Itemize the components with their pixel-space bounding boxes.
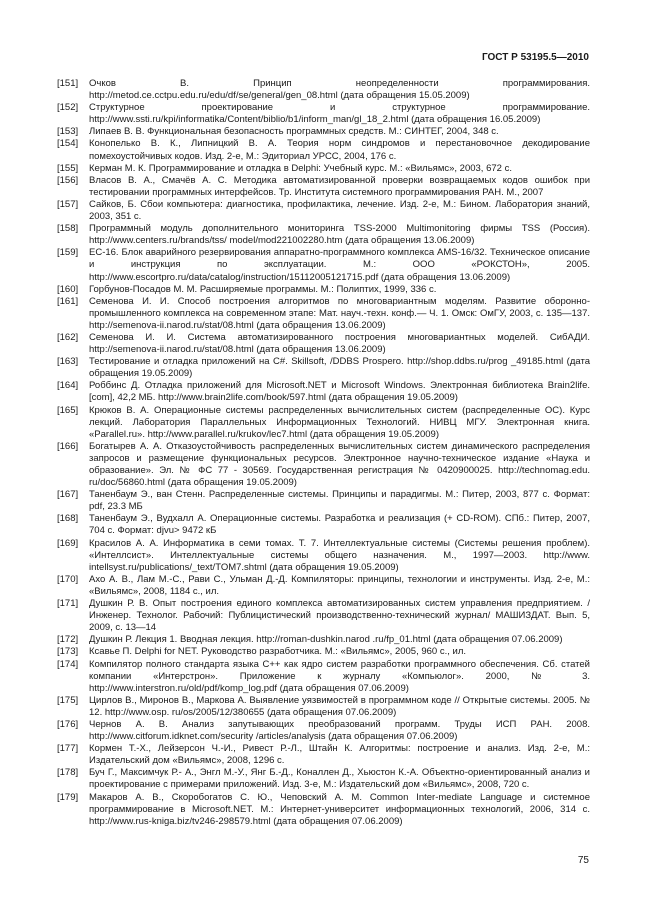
- reference-text: Душкин Р. В. Опыт построения единого комплекса автоматизированных систем управления предприятием. / Инженер. Технолог. Рабочий: Публицистический производственно-технический журнал/ МАШИЗДАТ. Вып. 5, 2009, с. 13—14: [89, 598, 590, 634]
- reference-number: [168]: [57, 513, 79, 525]
- reference-number: [164]: [57, 380, 79, 392]
- reference-text: Макаров А. В., Скоробогатов С. Ю., Чеповский А. М. Common Inter-mediate Language и системное программирование в Microsoft.NET. М.: Интернет-университет информационных технологий, 2006, 314 с. http://www.rus-kniga.biz/tv246-298579.html (дата обращения 07.06.2009): [89, 791, 590, 827]
- reference-number: [172]: [57, 634, 79, 646]
- reference-item: [57, 574, 590, 598]
- reference-number: [157]: [57, 198, 79, 210]
- reference-number: [169]: [57, 537, 79, 549]
- reference-item: [57, 634, 590, 646]
- reference-number: [165]: [57, 404, 79, 416]
- reference-number: [171]: [57, 598, 79, 610]
- reference-item: [57, 792, 590, 828]
- reference-text: Сайков, Б. Сбои компьютера: диагностика, профилактика, лечение. Изд. 2-е, М.: Бином. Лаборатория знаний, 2003, 351 с.: [89, 198, 590, 223]
- reference-item: [57, 223, 590, 247]
- reference-text: Программный модуль дополнительного мониторинга TSS-2000 Multimonitoring фирмы TSS (Россия). http://www.centers.ru/brands/tss/ model/mod221002280.htm (дата обращения 13.06.2009): [89, 223, 590, 247]
- reference-number: [178]: [57, 767, 79, 779]
- reference-text: Богатырев А. А. Отказоустойчивость распределенных вычислительных систем динамического распределения запросов и размещение функциональных ресурсов. Электронное научно-техническое издание «Наука и образование». Эл. № ФС 77 - 30569. Государственная регистрация № 0420900025. http://technomag.edu. ru/doc/56860.html (дата обращения 19.05.2009): [89, 440, 590, 489]
- reference-text: Таненбаум Э., ван Стенн. Распределенные системы. Принципы и парадигмы. М.: Питер, 2003, 877 с. Формат: pdf, 23.3 МБ: [89, 489, 590, 513]
- reference-text: Структурное проектирование и структурное программирование. http://www.ssti.ru/kpi/informatika/Content/biblio/b1/inform_man/gl_18_2.html (дата обращения 16.05.2009): [89, 102, 590, 126]
- reference-text: ЕС-16. Блок аварийного резервирования аппаратно-программного комплекса AMS-16/32. Техническое описание и инструкция по эксплуатации. М.: ООО «РОКСТОН», 2005. http://www.escortpro.ru/data/catalog/instruction/15112005121715.pdf (дата обращения 13.06.2009): [89, 247, 590, 283]
- reference-number: [160]: [57, 283, 79, 295]
- reference-item: [57, 646, 590, 658]
- reference-number: [156]: [57, 174, 79, 186]
- reference-text: Ахо А. В., Лам М.-С., Рави С., Ульман Д.-Д. Компиляторы: принципы, технологии и инструменты. Изд. 2-е, М.: «Вильямс», 2008, 1184 с., ил.: [89, 573, 590, 597]
- reference-item: [57, 489, 590, 513]
- reference-item: [57, 598, 590, 634]
- reference-text: Ксавье П. Delphi for NET. Руководство разработчика. М.: «Вильямс», 2005, 960 с., ил.: [89, 646, 467, 658]
- reference-number: [159]: [57, 247, 79, 259]
- reference-number: [179]: [57, 791, 79, 803]
- reference-item: [57, 356, 590, 380]
- reference-text: Роббинс Д. Отладка приложений для Microsoft.NET и Microsoft Windows. Электронная библиотека Brain2life.[com], 42,2 МБ. http://www.brain2life.com/book/597.html (дата обращения 19.05.2009): [89, 380, 590, 404]
- reference-text: Буч Г., Максимчук Р.- А., Энгл М.-У., Янг Б.-Д., Коналлен Д., Хьюстон К.-А. Объектно-ориентированный анализ и проектирование с примерами приложений. Изд. 3-е, М.: Издательский дом «Вильямс», 2008, 720 с.: [89, 767, 590, 791]
- reference-text: Тестирование и отладка приложений на С#. Skillsoft, /DDBS Prospero. http://shop.ddbs.ru/prog _49185.html (дата обращения 19.05.2009): [89, 356, 590, 380]
- reference-number: [167]: [57, 489, 79, 501]
- reference-text: Власов В. А., Смачёв А. С. Методика автоматизированной проверки возвращаемых кодов ошибок при тестировании программных интерфейсов. Тр. Института системного программирования РАН. М., 2007: [89, 174, 590, 198]
- reference-number: [158]: [57, 223, 79, 235]
- standard-number-header: ГОСТ Р 53195.5—2010: [481, 52, 589, 63]
- reference-item: [57, 538, 590, 574]
- reference-text: Очков В. Принцип неопределенности программирования. http://metod.ce.cctpu.edu.ru/edu/df/se/general/gen_08.html (дата обращения 15.05.2009): [89, 78, 590, 102]
- reference-item: [57, 199, 590, 223]
- reference-item: [57, 102, 590, 126]
- reference-number: [177]: [57, 743, 79, 755]
- reference-text: Компилятор полного стандарта языка C++ как ядро систем разработки программного обеспечения. Сб. статей компании «Интерстрон». Приложение к журналу «Компьюлог». 2000, № 3. http://www.interstron.ru/old/pdf/komp_log.pdf (дата обращения 07.06.2009): [89, 658, 590, 694]
- page-number: 75: [577, 855, 589, 866]
- reference-item: [57, 743, 590, 767]
- reference-item: [57, 659, 590, 695]
- reference-item: [57, 767, 590, 791]
- reference-text: Липаев В. В. Функциональная безопасность программных средств. М.: СИНТЕГ, 2004, 348 с.: [89, 126, 499, 138]
- reference-number: [152]: [57, 102, 79, 114]
- reference-number: [174]: [57, 658, 79, 670]
- reference-item: [57, 695, 590, 719]
- reference-text: Таненбаум Э., Вудхалл А. Операционные системы. Разработка и реализация (+ CD-ROM). СПб.: Питер, 2007, 704 с. Формат: djvu> 9472 кБ: [89, 513, 590, 537]
- references-list: [57, 78, 590, 828]
- reference-number: [161]: [57, 295, 79, 307]
- reference-item: [57, 296, 590, 332]
- reference-number: [154]: [57, 138, 79, 150]
- reference-text: Крюков В. А. Операционные системы распределенных вычислительных систем (распределенные ОС). Курс лекций. Лаборатория Параллельных Информационных Технологий. НИВЦ МГУ. Электронная книга. «Parallel.ru». http://www.parallel.ru/krukov/lec7.html (дата обращения 19.05.2009): [89, 404, 590, 440]
- reference-item: [57, 284, 590, 296]
- reference-item: [57, 138, 590, 162]
- reference-text: Кормен Т.-Х., Лейзерсон Ч.-И., Ривест Р.-Л., Штайн К. Алгоритмы: построение и анализ. Изд. 2-е, М.: Издательский дом «Вильямс», 2008, 1296 с.: [89, 743, 590, 767]
- reference-text: Семенова И. И. Система автоматизированного построения многовариантных моделей. СибАДИ. http://semenova-ii.narod.ru/stat/08.html (дата обращения 13.06.2009): [89, 331, 590, 356]
- reference-item: [57, 513, 590, 537]
- reference-number: [175]: [57, 694, 79, 706]
- reference-item: [57, 441, 590, 489]
- reference-item: [57, 332, 590, 356]
- reference-item: [57, 78, 590, 102]
- reference-text: Семенова И. И. Способ построения алгоритмов по многовариантным моделям. Развитие оборонно-промышленного комплекса на современном этапе: Мат. науч.-техн. конф.— Ч. 1. Омск: ОмГУ, 2003, с. 135—137. http://semenova-ii.narod.ru/stat/08.html (дата обращения 13.06.2009): [89, 295, 590, 331]
- reference-number: [162]: [57, 331, 79, 343]
- reference-item: [57, 719, 590, 743]
- reference-text: Чернов А. В. Анализ запутывающих преобразований программ. Труды ИСП РАН. 2008. http://www.citforum.idknet.com/security /articles/analysis (дата обращения 07.06.2009): [89, 718, 590, 743]
- reference-text: Душкин Р. Лекция 1. Вводная лекция. http://roman-dushkin.narod .ru/fp_01.html (дата обращения 07.06.2009): [89, 634, 563, 646]
- reference-text: Цирлов В., Миронов В., Маркова А. Выявление уязвимостей в программном коде // Открытые системы. 2005. № 12. http://www.osp. ru/os/2005/12/380655 (дата обращения 07.06.2009): [89, 694, 590, 718]
- reference-text: Горбунов-Посадов М. М. Расширяемые программы. М.: Полиптих, 1999, 336 с.: [89, 283, 437, 295]
- reference-text: Конопелько В. К., Липницкий В. А. Теория норм синдромов и перестановочное декодирование помехоустойчивых кодов. Изд. 2-е, М.: Эдиториал УРСС, 2004, 176 с.: [89, 138, 590, 162]
- reference-item: [57, 380, 590, 404]
- reference-number: [151]: [57, 78, 79, 89]
- reference-item: [57, 247, 590, 283]
- reference-number: [176]: [57, 718, 79, 730]
- reference-number: [155]: [57, 162, 79, 174]
- reference-item: [57, 175, 590, 199]
- reference-text: Керман М. К. Программирование и отладка в Delphi: Учебный курс. М.: «Вильямс», 2003, 672 с.: [89, 162, 512, 174]
- reference-number: [153]: [57, 126, 79, 138]
- reference-item: [57, 163, 590, 175]
- reference-item: [57, 405, 590, 441]
- reference-item: [57, 126, 590, 138]
- reference-number: [166]: [57, 440, 79, 452]
- reference-number: [173]: [57, 646, 79, 658]
- reference-number: [163]: [57, 356, 79, 368]
- reference-text: Красилов А. А. Информатика в семи томах. Т. 7. Интеллектуальные системы (Системы решения проблем). «Интеллсист». Интеллектуальные системы общего назначения. М., 1997—2003. http://www. intellsyst.ru/publications/_text/TOM7.shtml (дата обращения 19.05.2009): [89, 537, 590, 573]
- reference-number: [170]: [57, 573, 79, 585]
